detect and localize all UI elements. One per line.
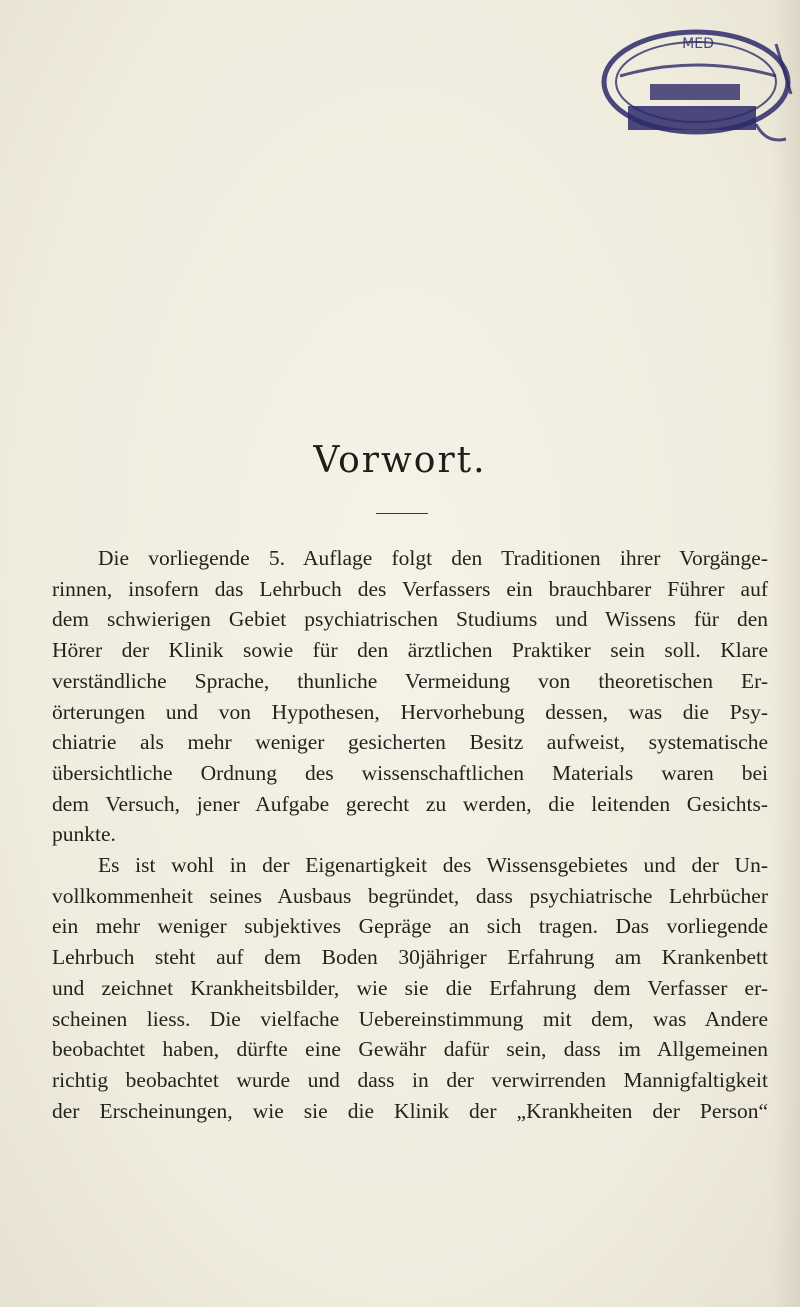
text-line: örterungen und von Hypothesen, Hervorhebung dessen, was die Psy-: [52, 699, 768, 724]
text-line: dem schwierigen Gebiet psychiatrischen Studiums und Wissens für den: [52, 607, 768, 632]
page-edge-shadow: [772, 0, 800, 1307]
text-line: Lehrbuch steht auf dem Boden 30jähriger Erfahrung am Krankenbett: [52, 945, 768, 970]
paragraph-2: [52, 850, 768, 1126]
text-line: und zeichnet Krankheitsbilder, wie sie die Erfahrung dem Verfasser er-: [52, 975, 768, 1000]
preface-text: [52, 543, 768, 1126]
text-line: rinnen, insofern das Lehrbuch des Verfassers ein brauchbarer Führer auf: [52, 576, 768, 601]
text-line: verständliche Sprache, thunliche Vermeidung von theoretischen Er-: [52, 668, 768, 693]
text-line: beobachtet haben, dürfte eine Gewähr dafür sein, dass im Allgemeinen: [52, 1037, 768, 1062]
page-title: Vorwort.: [313, 440, 487, 481]
paragraph-1: [52, 543, 768, 850]
text-line: Die vorliegende 5. Auflage folgt den Traditionen ihrer Vorgänge-: [98, 546, 768, 570]
text-line: vollkommenheit seines Ausbaus begründet, dass psychiatrische Lehrbücher: [52, 883, 768, 908]
stamp-text: MED: [682, 36, 714, 52]
text-line: dem Versuch, jener Aufgabe gerecht zu werden, die leitenden Gesichts-: [52, 791, 768, 816]
text-line: scheinen liess. Die vielfache Uebereinstimmung mit dem, was Andere: [52, 1006, 768, 1031]
text-line: punkte.: [52, 822, 116, 847]
title-divider: [376, 513, 428, 514]
text-line: chiatrie als mehr weniger gesicherten Besitz aufweist, systematische: [52, 730, 768, 755]
text-line: Hörer der Klinik sowie für den ärztlichen Praktiker sein soll. Klare: [52, 638, 768, 663]
text-line: Es ist wohl in der Eigenartigkeit des Wissensgebietes und der Un-: [98, 853, 768, 878]
library-stamp: [586, 14, 800, 164]
text-line: ein mehr weniger subjektives Gepräge an sich tragen. Das vorliegende: [52, 914, 768, 939]
text-line: der Erscheinungen, wie sie die Klinik der „Krankheiten der Person“: [52, 1098, 768, 1123]
text-line: richtig beobachtet wurde und dass in der verwirrenden Mannigfaltigkeit: [52, 1067, 768, 1092]
text-line: übersichtliche Ordnung des wissenschaftlichen Materials waren bei: [52, 760, 768, 785]
